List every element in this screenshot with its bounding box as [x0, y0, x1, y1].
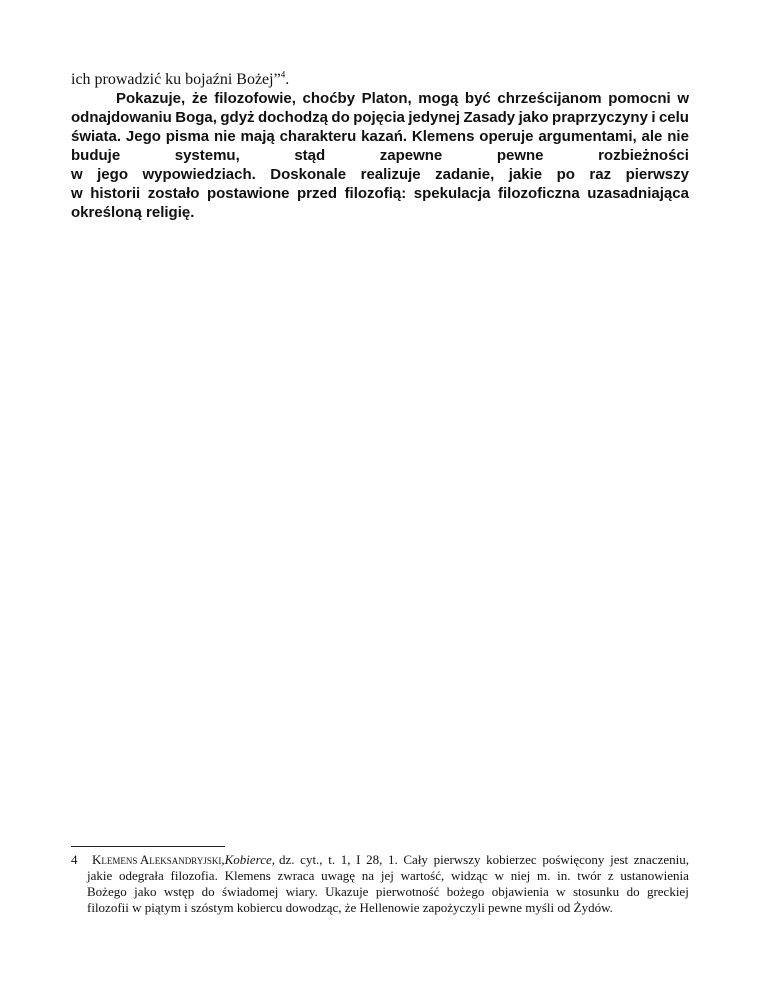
paragraph-line: określoną religię.	[71, 204, 195, 221]
word: jej	[380, 868, 394, 883]
word: nie	[213, 128, 236, 145]
word: filozofią:	[344, 185, 407, 202]
word: wstęp	[163, 884, 195, 899]
word: Zasady	[463, 109, 516, 126]
word: z	[607, 868, 614, 883]
word: spekulacja	[413, 185, 491, 202]
word: filozofia.	[170, 868, 218, 883]
word: operuje	[479, 128, 534, 145]
word: 1,	[340, 852, 351, 867]
footnote	[71, 852, 689, 916]
paragraph-line	[71, 127, 689, 146]
word: świata.	[71, 128, 122, 145]
word: 1.	[387, 852, 398, 867]
word: Klemens	[411, 128, 475, 145]
word: jakie	[508, 166, 543, 183]
footnote-line	[87, 884, 689, 900]
word: jako	[134, 884, 157, 899]
word: do	[626, 884, 640, 899]
word: wiary.	[285, 884, 318, 899]
word: zostało	[147, 185, 200, 202]
word: jako	[518, 109, 549, 126]
word: dochodzą	[257, 109, 328, 126]
word: zadanie,	[435, 166, 495, 183]
word: wartość,	[400, 868, 445, 883]
word: rozbieżności	[598, 147, 689, 164]
word: w	[556, 884, 566, 899]
word: pierwszy	[625, 166, 689, 183]
word: buduje	[71, 147, 121, 164]
word: jest	[610, 852, 629, 867]
footnote-line1-rest	[279, 852, 689, 868]
word: argumentami,	[538, 128, 637, 145]
word: gdyż	[220, 109, 255, 126]
word: choćby	[302, 90, 356, 107]
word: zwraca	[277, 868, 315, 883]
word: do	[201, 884, 215, 899]
word: Cały	[403, 852, 428, 867]
footnote-separator	[71, 846, 225, 847]
word: celu	[658, 109, 689, 126]
word: zapewne	[379, 147, 443, 164]
word: twór	[577, 868, 602, 883]
word: jedynej	[408, 109, 460, 126]
word: ale	[641, 128, 663, 145]
word: praprzyczyny	[552, 109, 648, 126]
word: chrześcijanom	[497, 90, 602, 107]
word: po	[556, 166, 575, 183]
word: przed	[297, 185, 338, 202]
word: pierwszy	[433, 852, 481, 867]
word: Jego	[125, 128, 161, 145]
word: w	[677, 90, 689, 107]
word: świadomej	[222, 884, 279, 899]
word: in.	[557, 868, 571, 883]
word: m.	[536, 868, 551, 883]
word: uzasadniająca	[587, 185, 689, 202]
word: systemu,	[174, 147, 240, 164]
word: być	[464, 90, 491, 107]
word: poświęcony	[542, 852, 605, 867]
word: pisma	[165, 128, 210, 145]
word: t.	[328, 852, 336, 867]
word: mają	[240, 128, 275, 145]
footnote-line: filozofii w piątym i szóstym kobiercu dowodząc, że Hellenowie zapożyczyli pewne myśli od Żydów.	[87, 900, 613, 915]
word: i	[651, 109, 656, 126]
word: że	[191, 90, 208, 107]
word: Ukazuje	[325, 884, 369, 899]
word: greckiej	[646, 884, 689, 899]
word: ustanowienia	[620, 868, 689, 883]
continuation-text: ich prowadzić ku bojaźni Bożej”	[71, 71, 281, 88]
word: pojęcia	[353, 109, 405, 126]
paragraph-line	[71, 184, 689, 203]
word: w	[71, 185, 83, 202]
word: historii	[90, 185, 141, 202]
paragraph-line	[71, 108, 689, 127]
footnote-author: Klemens Aleksandryjski,	[92, 852, 225, 867]
word: Pokazuje,	[116, 90, 186, 107]
word: odegrała	[119, 868, 164, 883]
word: postawione	[206, 185, 290, 202]
footnote-line	[92, 852, 689, 868]
word: pewne	[496, 147, 544, 164]
word: znaczeniu,	[633, 852, 689, 867]
word: realizuje	[360, 166, 421, 183]
word: 28,	[366, 852, 383, 867]
word: kazań.	[361, 128, 408, 145]
word: uwagę	[321, 868, 356, 883]
paragraph-line	[71, 165, 689, 184]
word: jego	[97, 166, 128, 183]
word: jakie	[87, 868, 113, 883]
word: do	[331, 109, 350, 126]
main-paragraph	[71, 89, 689, 222]
word: mogą	[418, 90, 459, 107]
word: objawienia	[491, 884, 549, 899]
word: pomocni	[608, 90, 671, 107]
word: kobierzec	[486, 852, 537, 867]
paragraph-line	[71, 89, 689, 108]
word: stosunku	[572, 884, 620, 899]
word: widząc	[451, 868, 488, 883]
word: Doskonale	[270, 166, 347, 183]
word: cyt.,	[300, 852, 323, 867]
word: Bożego	[87, 884, 127, 899]
word: na	[361, 868, 375, 883]
footnote-reference[interactable]: 4	[280, 69, 286, 80]
word: filozoficzna	[498, 185, 580, 202]
word: I	[356, 852, 361, 867]
word: odnajdowaniu	[71, 109, 172, 126]
continuation-trailing: .	[285, 71, 290, 88]
footnote-line	[87, 868, 689, 884]
word: Boga,	[175, 109, 217, 126]
word: charakteru	[279, 128, 357, 145]
word: w	[494, 868, 504, 883]
footnote-number: 4	[71, 852, 78, 867]
word: wypowiedziach.	[142, 166, 256, 183]
word: stąd	[294, 147, 326, 164]
continuation-line	[71, 70, 289, 89]
word: Klemens	[224, 868, 271, 883]
word: raz	[589, 166, 612, 183]
word: filozofowie,	[214, 90, 296, 107]
word: dz.	[279, 852, 295, 867]
word: w	[71, 166, 83, 183]
word: nie	[667, 128, 689, 145]
footnote-title: Kobierce,	[224, 852, 275, 867]
word: Platon,	[361, 90, 412, 107]
paragraph-line	[71, 146, 689, 165]
word: bożego	[446, 884, 485, 899]
word: pierwotność	[375, 884, 440, 899]
word: niej	[510, 868, 531, 883]
